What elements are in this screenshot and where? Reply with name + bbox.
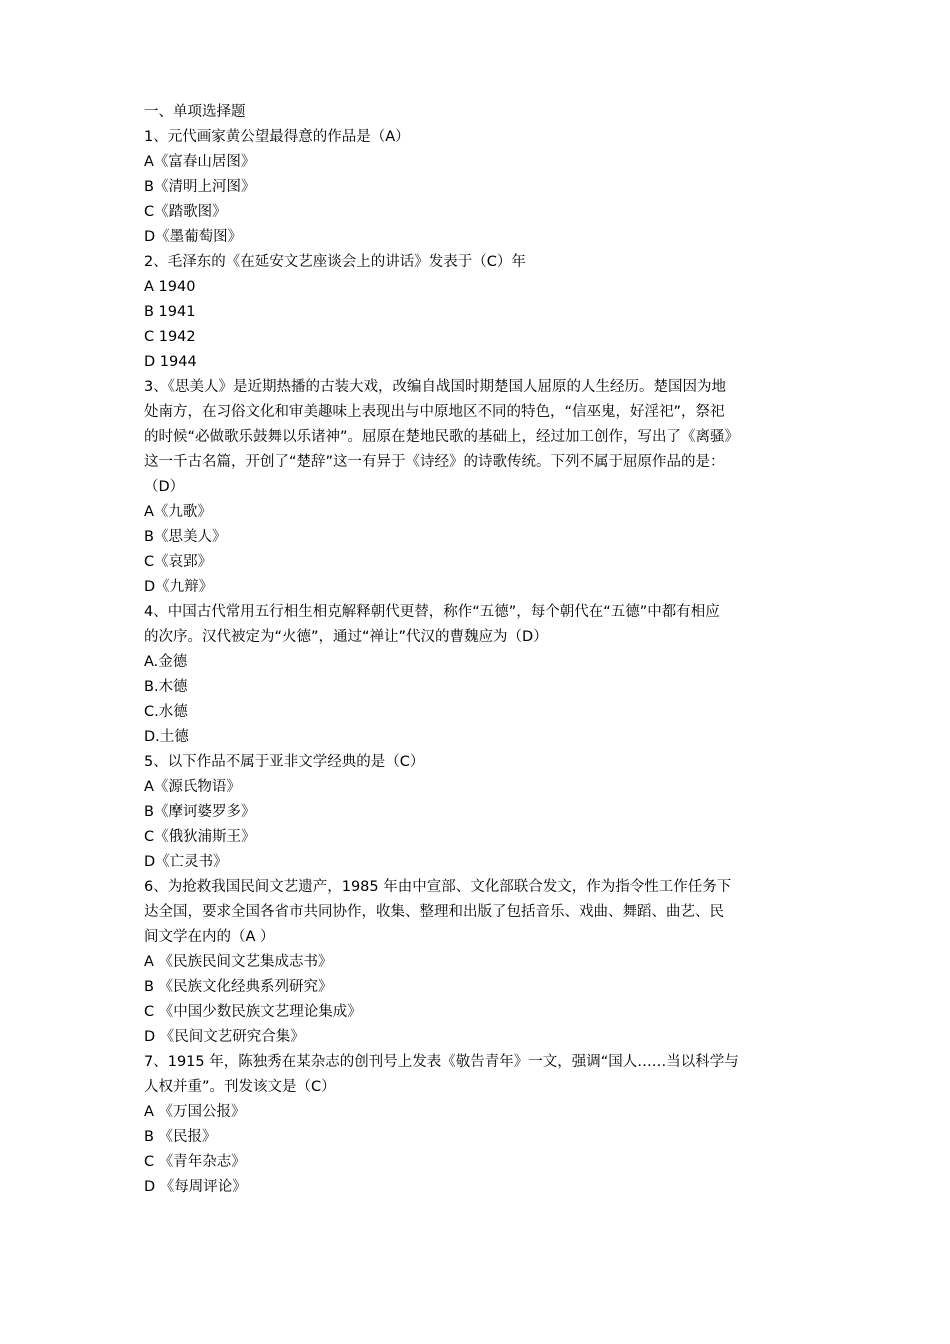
question-7-option-c: C 《青年杂志》 [144,1154,246,1170]
question-4-stem-line: 4、中国古代常用五行相生相克解释朝代更替，称作“五德”，每个朝代在“五德”中都有相应 [144,604,720,620]
question-6-option-c: C 《中国少数民族文艺理论集成》 [144,1004,362,1020]
question-5-stem: 5、以下作品不属于亚非文学经典的是（C） [144,754,425,770]
question-7-option-a: A 《万国公报》 [144,1104,246,1120]
question-2-option-b: B 1941 [144,304,196,320]
question-1-option-d: D《墨葡萄图》 [144,229,243,245]
question-3-option-b: B《思美人》 [144,529,227,545]
question-4-option-b: B.木德 [144,679,188,695]
question-1-option-a: A《富春山居图》 [144,154,256,170]
question-5-option-a: A《源氏物语》 [144,779,241,795]
question-6-stem-line: 达全国，要求全国各省市共同协作，收集、整理和出版了包括音乐、戏曲、舞蹈、曲艺、民 [144,904,724,920]
question-5-option-b: B《摩诃婆罗多》 [144,804,256,820]
question-3-stem-line: 这一千古名篇，开创了“楚辞”这一有异于《诗经》的诗歌传统。下列不属于屈原作品的是： [144,454,725,470]
question-5-option-c: C《俄狄浦斯王》 [144,829,256,845]
question-2-option-d: D 1944 [144,354,197,370]
question-3-option-d: D《九辩》 [144,579,214,595]
question-7-stem-line: 7、1915 年，陈独秀在某杂志的创刊号上发表《敬告青年》一文，强调“国人……当以科学与 [144,1054,739,1070]
question-2-option-c: C 1942 [144,329,196,345]
question-6-option-a: A 《民族民间文艺集成志书》 [144,954,333,970]
question-4-stem-line: 的次序。汉代被定为“火德”，通过“禅让”代汉的曹魏应为（D） [144,629,548,645]
section-title: 一、单项选择题 [144,104,246,120]
question-3-option-c: C《哀郢》 [144,554,213,570]
question-5-option-d: D《亡灵书》 [144,854,228,870]
question-4-option-c: C.水德 [144,704,188,720]
question-3-stem-line: 处南方，在习俗文化和审美趣味上表现出与中原地区不同的特色，“信巫鬼，好淫祀”，祭祀 [144,404,725,420]
question-1-option-b: B《清明上河图》 [144,179,256,195]
question-3-stem-line: （D） [144,479,185,495]
question-6-stem-line: 6、为抢救我国民间文艺遗产，1985 年由中宣部、文化部联合发文，作为指令性工作任务下 [144,879,732,895]
question-6-stem-line: 间文学在内的（A ） [144,929,275,945]
question-7-option-d: D 《每周评论》 [144,1179,247,1195]
question-6-option-b: B 《民族文化经典系列研究》 [144,979,333,995]
question-1-option-c: C《踏歌图》 [144,204,227,220]
question-4-option-a: A.金德 [144,654,188,670]
question-3-stem-line: 3、《思美人》是近期热播的古装大戏，改编自战国时期楚国人屈原的人生经历。楚国因为地 [144,379,726,395]
question-1-stem: 1、元代画家黄公望最得意的作品是（A） [144,129,410,145]
question-2-stem: 2、毛泽东的《在延安文艺座谈会上的讲话》发表于（C）年 [144,254,526,270]
question-7-stem-line: 人权并重”。刊发该文是（C） [144,1079,336,1095]
question-4-option-d: D.土德 [144,729,189,745]
document-page [144,100,824,1200]
question-2-option-a: A 1940 [144,279,196,295]
question-6-option-d: D 《民间文艺研究合集》 [144,1029,305,1045]
question-3-option-a: A《九歌》 [144,504,212,520]
question-3-stem-line: 的时候“必做歌乐鼓舞以乐诸神”。屈原在楚地民歌的基础上，经过加工创作，写出了《离骚》 [144,429,740,445]
question-7-option-b: B 《民报》 [144,1129,217,1145]
